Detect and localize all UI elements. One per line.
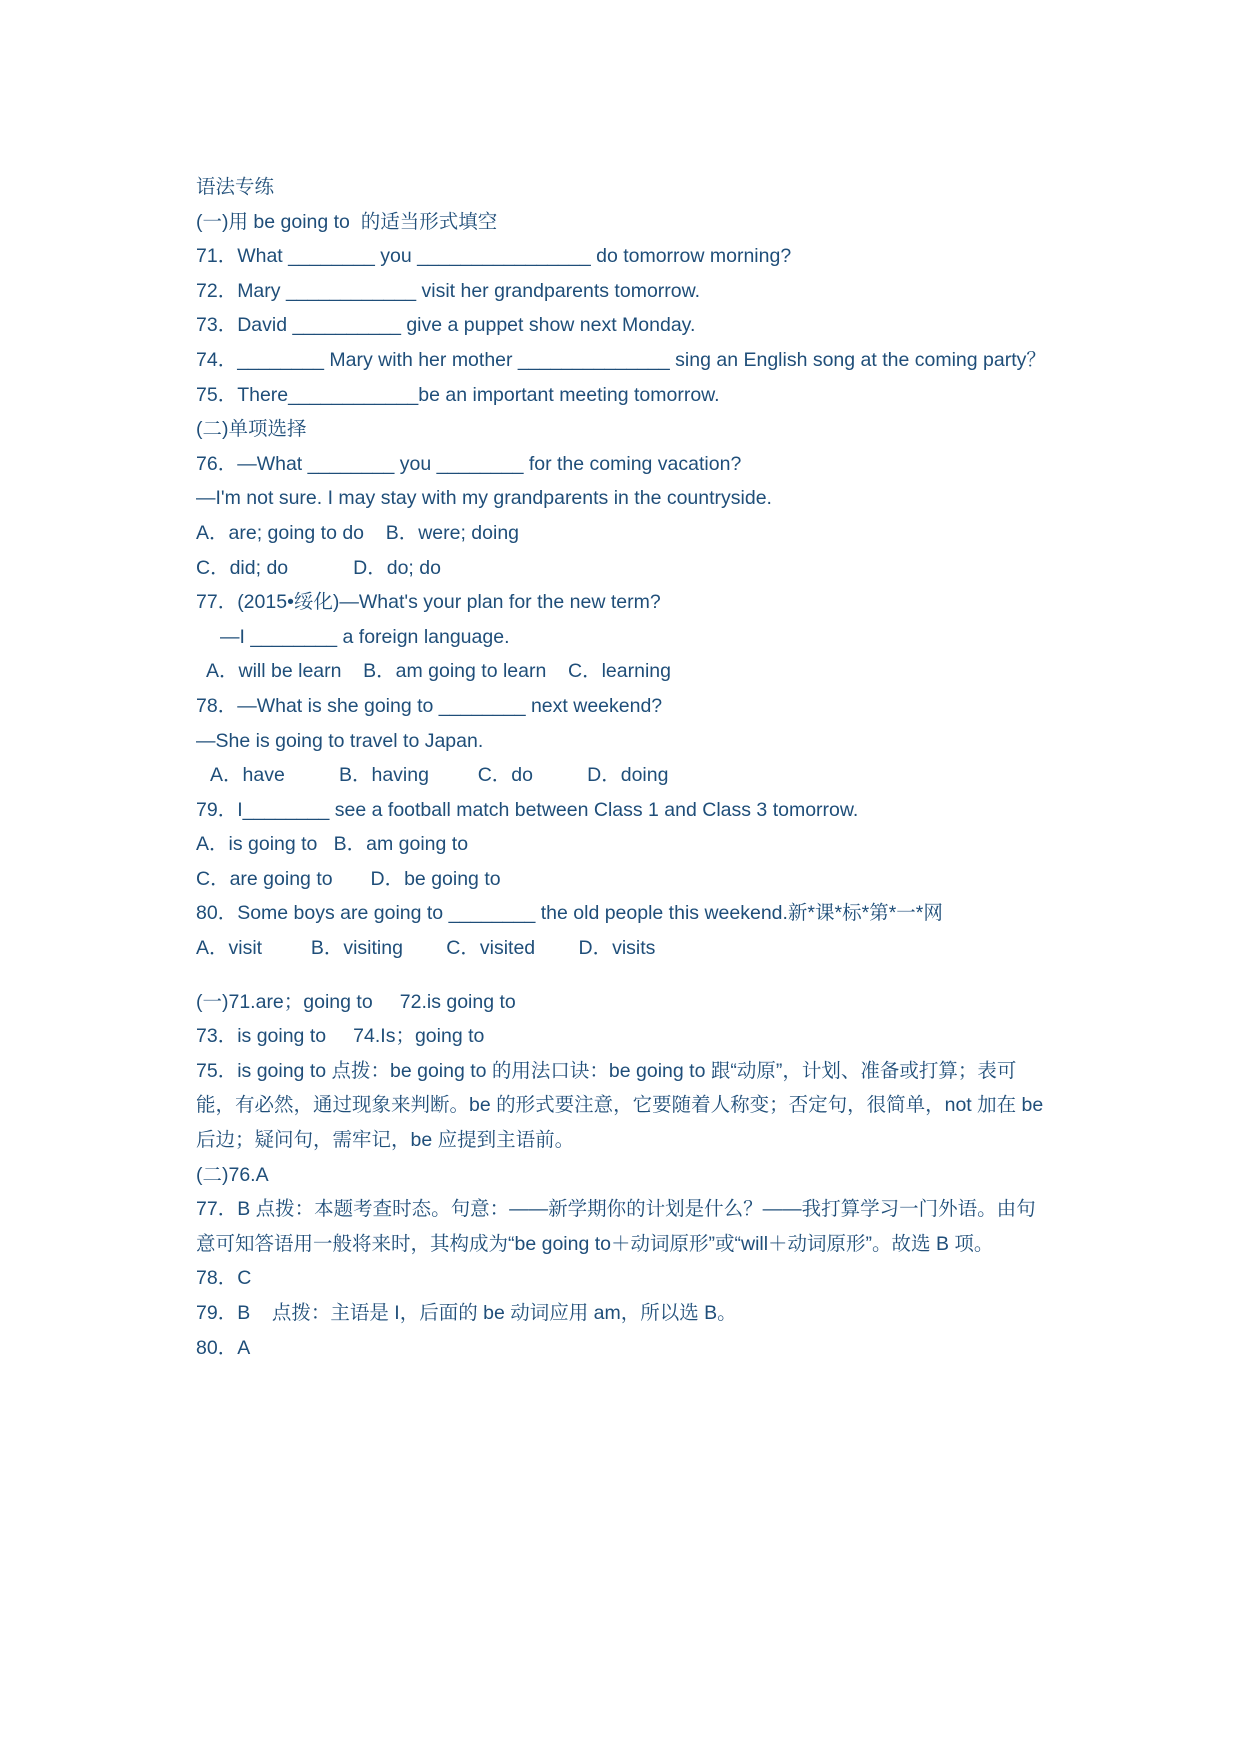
question-74: 74．________ Mary with her mother ______________ sing an English song at the coming party？ [196, 348, 1046, 371]
question-76-options-ab: A．are; going to do B．were; doing [196, 521, 520, 544]
question-76-options-cd: C．did; do D．do; do [196, 556, 441, 579]
answer-80: 80．A [196, 1336, 251, 1359]
section1-heading: (一)用 be going to 的适当形式填空 [196, 210, 498, 233]
worksheet-page [196, 170, 1046, 1365]
question-75: 75．There____________be an important meeting tomorrow. [196, 383, 720, 406]
answer-76: (二)76.A [196, 1163, 269, 1186]
answer-78: 78．C [196, 1267, 252, 1290]
question-78-options: A．have B．having C．do D．doing [210, 764, 669, 787]
question-79-options-ab: A．is going to B．am going to [196, 833, 469, 856]
question-78: 78．—What is she going to ________ next weekend? [196, 694, 663, 717]
question-77: 77．(2015•绥化)—What's your plan for the new term? [196, 591, 661, 614]
question-78-dialogue: —She is going to travel to Japan. [196, 729, 484, 752]
answer-77-explanation: 77．B 点拨：本题考查时态。句意：——新学期你的计划是什么？——我打算学习一门外语。由句意可知答语用一般将来时，其构成为“be going to＋动词原形”或“will＋动词原形”。故选 B 项。 [196, 1198, 1036, 1255]
answer-79-explanation: 79．B 点拨：主语是 I，后面的 be 动词应用 am，所以选 B。 [196, 1302, 737, 1324]
question-73: 73．David __________ give a puppet show next Monday. [196, 314, 696, 337]
answer-71-72: (一)71.are；going to 72.is going to [196, 990, 516, 1013]
answer-73-74: 73．is going to 74.Is；going to [196, 1025, 485, 1048]
section2-heading: (二)单项选择 [196, 418, 307, 441]
question-76: 76．—What ________ you ________ for the coming vacation? [196, 452, 742, 475]
question-77-options: A．will be learn B．am going to learn C．learning [206, 660, 671, 683]
question-80: 80．Some boys are going to ________ the old people this weekend.新*课*标*第*一*网 [196, 902, 943, 925]
question-72: 72．Mary ____________ visit her grandparents tomorrow. [196, 279, 701, 302]
question-71: 71．What ________ you ________________ do tomorrow morning? [196, 245, 792, 268]
question-79-options-cd: C．are going to D．be going to [196, 867, 501, 890]
question-76-dialogue: —I'm not sure. I may stay with my grandparents in the countryside. [196, 487, 772, 510]
question-79: 79．I________ see a football match between Class 1 and Class 3 tomorrow. [196, 798, 859, 821]
worksheet-title: 语法专练 [196, 176, 275, 198]
question-80-options: A．visit B．visiting C．visited D．visits [196, 937, 656, 960]
section-divider-space [196, 966, 1046, 985]
answer-75-explanation: 75．is going to 点拨：be going to 的用法口诀：be going to 跟“动原”，计划、准备或打算；表可能，有必然，通过现象来判断。be 的形式要注意，它要随着人称变；否定句，很简单，not 加在 be 后边；疑问句，需牢记，be 应提到主语前。 [196, 1059, 1044, 1152]
question-77-dialogue: —I ________ a foreign language. [220, 625, 510, 648]
